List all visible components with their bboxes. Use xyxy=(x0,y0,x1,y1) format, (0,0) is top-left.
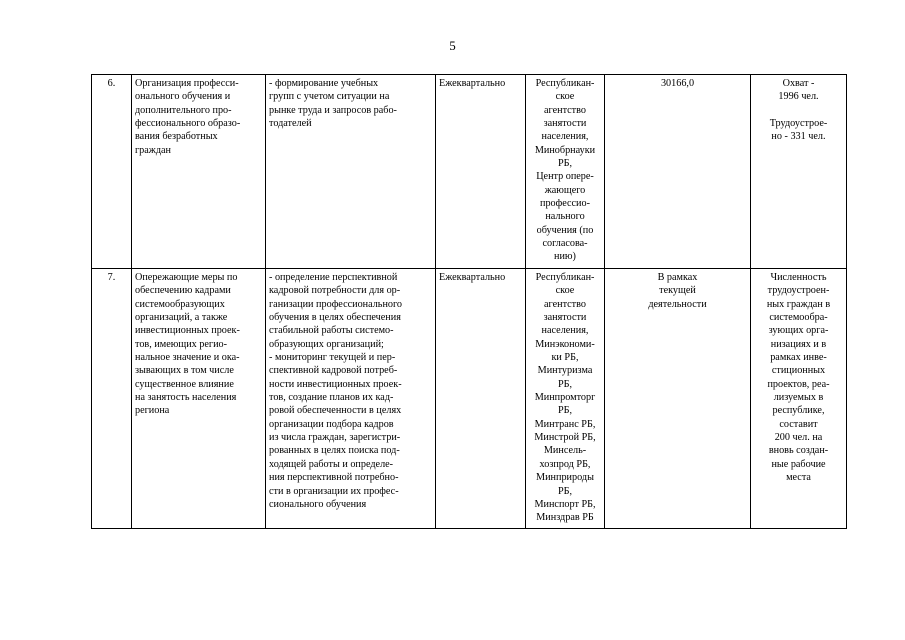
cell-line: составит xyxy=(779,418,818,430)
cell-line: Численность xyxy=(770,272,827,283)
cell-line: обучения в целях обеспечения xyxy=(269,312,401,324)
cell-line: спективной кадровой потреб- xyxy=(269,365,398,377)
cell-line: жающего xyxy=(544,184,586,196)
cell-line: вновь создан- xyxy=(768,445,829,457)
cell-line: нального xyxy=(545,211,585,223)
cell-line: занятости xyxy=(543,312,587,324)
cell-line: Минтуризма xyxy=(537,365,593,377)
page-number: 5 xyxy=(449,38,456,53)
cell-line: профессио- xyxy=(540,198,590,210)
cell-line: ское xyxy=(555,285,575,297)
cell-line: инвестиционных проек- xyxy=(135,325,240,337)
cell-line: вания безработных xyxy=(135,131,218,143)
cell-line: населения, xyxy=(541,131,589,143)
measure-period: Ежеквартально xyxy=(436,269,526,529)
cell-line: организации подбора кадров xyxy=(269,418,394,430)
cell-line: РБ, xyxy=(557,405,573,417)
cell-line: Минприроды xyxy=(536,472,594,484)
cell-line: республике, xyxy=(772,405,825,417)
row-number: 7. xyxy=(92,269,132,529)
cell-line: Минобрнауки xyxy=(534,144,596,156)
cell-line: - мониторинг текущей и пер- xyxy=(269,352,396,364)
cell-line: нальное значение и ока- xyxy=(135,352,240,364)
cell-line: рынке труда и запросов рабо- xyxy=(269,104,397,116)
cell-line: деятельности xyxy=(648,298,707,310)
cell-line: Минтранс РБ, xyxy=(534,418,596,430)
cell-line: граждан xyxy=(135,144,171,156)
measure-executors xyxy=(526,75,605,269)
cell-line: фессионального образо- xyxy=(135,118,241,130)
cell-line: но - 331 чел. xyxy=(771,131,826,143)
cell-line: РБ, xyxy=(557,378,573,390)
cell-line: организаций, а также xyxy=(135,312,228,324)
cell-line: сионального обучения xyxy=(269,498,367,510)
cell-line: Республикан- xyxy=(535,78,595,89)
measure-actions xyxy=(266,269,436,529)
cell-line: Организация професси- xyxy=(135,78,239,89)
cell-line: онального обучения и xyxy=(135,91,231,103)
cell-line: ные рабочие xyxy=(771,458,826,470)
cell-line: хозпрод РБ, xyxy=(539,458,591,470)
cell-line: ности инвестиционных проек- xyxy=(269,378,402,390)
cell-line: рованных в целях поиска под- xyxy=(269,445,400,457)
measure-executors xyxy=(526,269,605,529)
measure-name xyxy=(132,269,266,529)
cell-line: дополнительного про- xyxy=(135,104,232,116)
cell-line: Минэкономи- xyxy=(535,338,595,350)
cell-line: обеспечению кадрами xyxy=(135,285,231,297)
table-row xyxy=(92,75,847,269)
measure-result xyxy=(751,75,847,269)
cell-line: низациях и в xyxy=(770,338,827,350)
measure-finance xyxy=(605,269,751,529)
line-gap xyxy=(754,104,843,117)
cell-line: тодателей xyxy=(269,118,312,130)
cell-line: лизуемых в xyxy=(773,392,824,404)
cell-line: Трудоустрое- xyxy=(769,117,828,129)
cell-line: - определение перспективной xyxy=(269,272,398,283)
measures-table xyxy=(91,74,847,529)
cell-line: кадровой потребности для ор- xyxy=(269,285,401,297)
cell-line: стиционных xyxy=(771,365,826,377)
measure-name xyxy=(132,75,266,269)
cell-line: ганизации профессионального xyxy=(269,298,403,310)
measure-period: Ежеквартально xyxy=(436,75,526,269)
cell-line: тов, имеющих регио- xyxy=(135,338,228,350)
measure-result xyxy=(751,269,847,529)
cell-line: занятости xyxy=(543,118,587,130)
cell-line: РБ, xyxy=(557,485,573,497)
cell-line: образующих организаций; xyxy=(269,338,384,350)
cell-line: из числа граждан, зарегистри- xyxy=(269,432,401,444)
cell-line: зующих орга- xyxy=(768,325,829,337)
cell-line: ходящей работы и определе- xyxy=(269,458,394,470)
cell-line: рамках инве- xyxy=(770,352,827,364)
cell-line: РБ, xyxy=(557,158,573,170)
cell-line: текущей xyxy=(659,285,696,297)
cell-line: нию) xyxy=(554,251,576,263)
cell-line: Центр опере- xyxy=(536,171,594,183)
cell-line: существенное влияние xyxy=(135,378,234,390)
cell-line: 200 чел. на xyxy=(774,432,823,444)
cell-line: региона xyxy=(135,405,170,417)
cell-line: системообразующих xyxy=(135,298,225,310)
cell-line: ровой обеспеченности в целях xyxy=(269,405,402,417)
cell-line: зывающих в том числе xyxy=(135,365,234,377)
row-number: 6. xyxy=(92,75,132,269)
cell-line: сти в организации их профес- xyxy=(269,485,399,497)
cell-line: 1996 чел. xyxy=(778,91,819,103)
cell-line: Минспорт РБ, xyxy=(534,498,596,510)
cell-line: Опережающие меры по xyxy=(135,272,238,283)
cell-line: системообра- xyxy=(769,312,828,324)
cell-line: агентство xyxy=(544,104,586,116)
cell-line: тов, создание планов их кад- xyxy=(269,392,394,404)
cell-line: - формирование учебных xyxy=(269,78,379,89)
cell-line: стабильной работы системо- xyxy=(269,325,394,337)
cell-line: Минстрой РБ, xyxy=(534,432,596,444)
cell-line: групп с учетом ситуации на xyxy=(269,91,390,103)
cell-line: согласова- xyxy=(542,238,588,250)
cell-line: обучения (по xyxy=(536,224,594,236)
cell-line: Минздрав РБ xyxy=(536,512,594,524)
cell-line: ское xyxy=(555,91,575,103)
cell-line: Охват - xyxy=(782,78,815,89)
cell-line: на занятость населения xyxy=(135,392,237,404)
cell-line: трудоустроен- xyxy=(767,285,830,297)
cell-line: населения, xyxy=(541,325,589,337)
cell-line: ных граждан в xyxy=(766,298,831,310)
table-row xyxy=(92,269,847,529)
cell-line: Республикан- xyxy=(535,272,595,283)
cell-line: ния перспективной потребно- xyxy=(269,472,399,484)
cell-line: В рамках xyxy=(657,272,698,283)
cell-line: места xyxy=(786,472,811,484)
cell-line: проектов, реа- xyxy=(767,378,830,390)
measure-actions xyxy=(266,75,436,269)
cell-line: Минсель- xyxy=(543,445,587,457)
cell-line: ки РБ, xyxy=(551,352,579,364)
cell-line: агентство xyxy=(544,298,586,310)
measure-finance: 30166,0 xyxy=(605,75,751,269)
cell-line: Минпромторг xyxy=(534,392,596,404)
